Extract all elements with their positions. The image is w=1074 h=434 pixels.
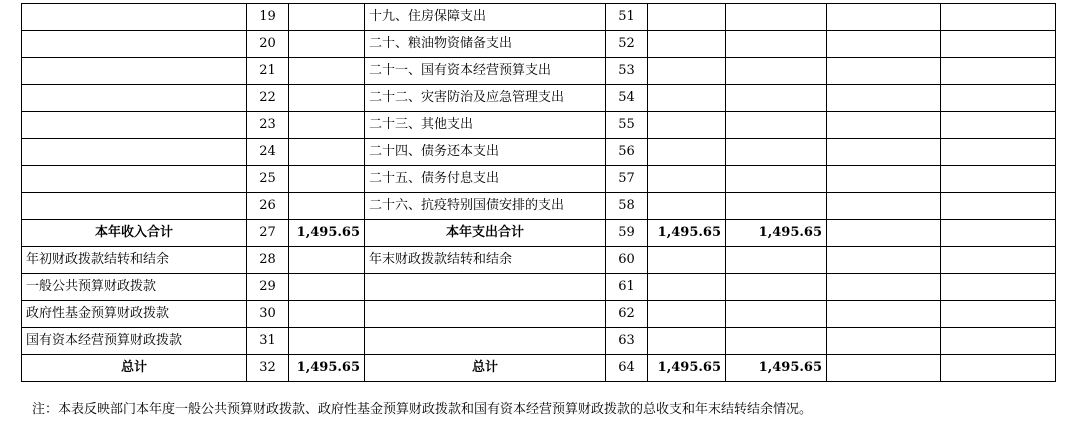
table-row (22, 220, 1056, 247)
income-amount-cell (289, 112, 365, 139)
income-amount-cell (289, 274, 365, 301)
expense-item-cell: 二十四、债务还本支出 (365, 139, 606, 166)
expense-general-budget-cell (726, 85, 827, 112)
expense-item-cell: 二十、粮油物资储备支出 (365, 31, 606, 58)
income-amount-cell: 1,495.65 (289, 220, 365, 247)
income-item-cell (22, 193, 247, 220)
expense-state-capital-budget-cell (941, 166, 1056, 193)
income-item-cell (22, 139, 247, 166)
income-line-number-cell: 32 (247, 355, 289, 382)
expense-state-capital-budget-cell (941, 139, 1056, 166)
expense-total-cell (648, 247, 726, 274)
expense-general-budget-cell (726, 274, 827, 301)
table-row (22, 85, 1056, 112)
expense-total-cell (648, 139, 726, 166)
expense-item-cell: 年末财政拨款结转和结余 (365, 247, 606, 274)
expense-general-budget-cell (726, 328, 827, 355)
table-row (22, 274, 1056, 301)
income-line-number-cell: 27 (247, 220, 289, 247)
income-item-cell (22, 31, 247, 58)
income-line-number-cell: 28 (247, 247, 289, 274)
expense-item-cell: 二十一、国有资本经营预算支出 (365, 58, 606, 85)
expense-general-budget-cell (726, 139, 827, 166)
expense-state-capital-budget-cell (941, 301, 1056, 328)
expense-line-number-cell: 63 (606, 328, 648, 355)
expense-item-cell: 十九、住房保障支出 (365, 4, 606, 31)
income-item-cell: 年初财政拨款结转和结余 (22, 247, 247, 274)
expense-line-number-cell: 57 (606, 166, 648, 193)
income-item-cell: 一般公共预算财政拨款 (22, 274, 247, 301)
expense-general-budget-cell: 1,495.65 (726, 220, 827, 247)
expense-fund-budget-cell (827, 139, 941, 166)
expense-state-capital-budget-cell (941, 193, 1056, 220)
expense-fund-budget-cell (827, 85, 941, 112)
income-line-number-cell: 30 (247, 301, 289, 328)
expense-state-capital-budget-cell (941, 220, 1056, 247)
income-amount-cell (289, 166, 365, 193)
expense-general-budget-cell (726, 247, 827, 274)
expense-line-number-cell: 60 (606, 247, 648, 274)
income-line-number-cell: 20 (247, 31, 289, 58)
expense-item-cell: 二十六、抗疫特别国债安排的支出 (365, 193, 606, 220)
expense-total-cell (648, 4, 726, 31)
income-amount-cell (289, 328, 365, 355)
income-item-cell (22, 58, 247, 85)
income-amount-cell (289, 4, 365, 31)
expense-state-capital-budget-cell (941, 328, 1056, 355)
income-item-cell: 本年收入合计 (22, 220, 247, 247)
expense-line-number-cell: 64 (606, 355, 648, 382)
expense-state-capital-budget-cell (941, 85, 1056, 112)
income-amount-cell (289, 139, 365, 166)
expense-fund-budget-cell (827, 301, 941, 328)
income-item-cell (22, 112, 247, 139)
expense-line-number-cell: 56 (606, 139, 648, 166)
table-row (22, 4, 1056, 31)
expense-fund-budget-cell (827, 247, 941, 274)
table-row (22, 355, 1056, 382)
table-row (22, 31, 1056, 58)
expense-general-budget-cell (726, 4, 827, 31)
expense-state-capital-budget-cell (941, 274, 1056, 301)
expense-fund-budget-cell (827, 166, 941, 193)
expense-item-cell (365, 301, 606, 328)
expense-fund-budget-cell (827, 4, 941, 31)
table-row (22, 301, 1056, 328)
income-item-cell: 政府性基金预算财政拨款 (22, 301, 247, 328)
table-row (22, 247, 1056, 274)
income-line-number-cell: 22 (247, 85, 289, 112)
expense-general-budget-cell (726, 193, 827, 220)
income-amount-cell (289, 58, 365, 85)
expense-general-budget-cell (726, 58, 827, 85)
expense-general-budget-cell (726, 31, 827, 58)
income-item-cell (22, 166, 247, 193)
expense-fund-budget-cell (827, 112, 941, 139)
income-line-number-cell: 23 (247, 112, 289, 139)
table-row (22, 193, 1056, 220)
expense-item-cell (365, 328, 606, 355)
footnote: 注：本表反映部门本年度一般公共预算财政拨款、政府性基金预算财政拨款和国有资本经营预算财政拨款的总收支和年末结转结余情况。 (32, 402, 813, 417)
income-line-number-cell: 19 (247, 4, 289, 31)
expense-total-cell (648, 328, 726, 355)
income-item-cell (22, 4, 247, 31)
expense-line-number-cell: 52 (606, 31, 648, 58)
expense-fund-budget-cell (827, 193, 941, 220)
expense-item-cell: 本年支出合计 (365, 220, 606, 247)
expense-total-cell (648, 112, 726, 139)
income-line-number-cell: 24 (247, 139, 289, 166)
expense-total-cell: 1,495.65 (648, 355, 726, 382)
expense-fund-budget-cell (827, 58, 941, 85)
expense-item-cell: 总计 (365, 355, 606, 382)
table-row (22, 139, 1056, 166)
expense-item-cell: 二十五、债务付息支出 (365, 166, 606, 193)
expense-general-budget-cell: 1,495.65 (726, 355, 827, 382)
table-row (22, 166, 1056, 193)
expense-line-number-cell: 58 (606, 193, 648, 220)
income-item-cell (22, 85, 247, 112)
income-amount-cell (289, 247, 365, 274)
table-body (22, 4, 1056, 382)
table-row (22, 112, 1056, 139)
expense-state-capital-budget-cell (941, 112, 1056, 139)
expense-fund-budget-cell (827, 274, 941, 301)
income-item-cell: 国有资本经营预算财政拨款 (22, 328, 247, 355)
expense-line-number-cell: 59 (606, 220, 648, 247)
expense-general-budget-cell (726, 112, 827, 139)
expense-line-number-cell: 54 (606, 85, 648, 112)
income-amount-cell (289, 31, 365, 58)
expense-fund-budget-cell (827, 328, 941, 355)
expense-state-capital-budget-cell (941, 31, 1056, 58)
table-row (22, 328, 1056, 355)
income-amount-cell (289, 85, 365, 112)
expense-total-cell (648, 166, 726, 193)
income-line-number-cell: 29 (247, 274, 289, 301)
income-amount-cell: 1,495.65 (289, 355, 365, 382)
income-amount-cell (289, 193, 365, 220)
expense-item-cell (365, 274, 606, 301)
expense-item-cell: 二十二、灾害防治及应急管理支出 (365, 85, 606, 112)
expense-item-cell: 二十三、其他支出 (365, 112, 606, 139)
expense-total-cell (648, 301, 726, 328)
income-item-cell: 总计 (22, 355, 247, 382)
expense-general-budget-cell (726, 301, 827, 328)
expense-total-cell (648, 85, 726, 112)
expense-state-capital-budget-cell (941, 58, 1056, 85)
income-line-number-cell: 21 (247, 58, 289, 85)
expense-line-number-cell: 53 (606, 58, 648, 85)
expense-fund-budget-cell (827, 355, 941, 382)
expense-line-number-cell: 62 (606, 301, 648, 328)
budget-table (21, 3, 1056, 382)
expense-state-capital-budget-cell (941, 4, 1056, 31)
expense-line-number-cell: 61 (606, 274, 648, 301)
expense-total-cell (648, 58, 726, 85)
table-row (22, 58, 1056, 85)
income-line-number-cell: 26 (247, 193, 289, 220)
expense-total-cell (648, 193, 726, 220)
expense-total-cell (648, 31, 726, 58)
income-line-number-cell: 31 (247, 328, 289, 355)
expense-fund-budget-cell (827, 31, 941, 58)
expense-state-capital-budget-cell (941, 355, 1056, 382)
income-line-number-cell: 25 (247, 166, 289, 193)
expense-general-budget-cell (726, 166, 827, 193)
expense-line-number-cell: 51 (606, 4, 648, 31)
expense-total-cell: 1,495.65 (648, 220, 726, 247)
expense-state-capital-budget-cell (941, 247, 1056, 274)
income-amount-cell (289, 301, 365, 328)
expense-total-cell (648, 274, 726, 301)
expense-line-number-cell: 55 (606, 112, 648, 139)
expense-fund-budget-cell (827, 220, 941, 247)
